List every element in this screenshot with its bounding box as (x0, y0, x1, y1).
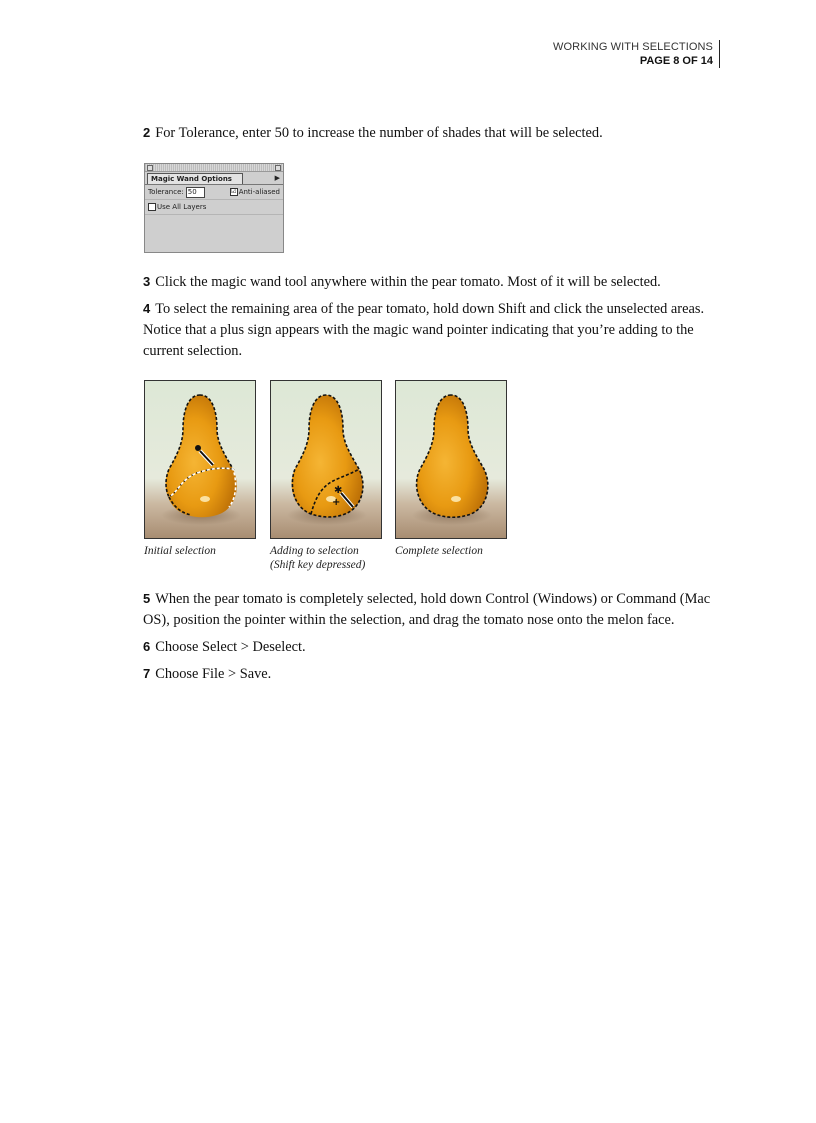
step-text: When the pear tomato is completely selected, hold down Control (Windows) or Command (Mac OS), position the pointer within the selection, and drag the tomato nose onto the melon face. (143, 591, 711, 628)
pear-tomato-image (145, 381, 255, 538)
anti-aliased-checkbox[interactable]: ☑ (230, 188, 237, 195)
figure-initial-selection (144, 380, 256, 539)
step-number: 2 (143, 125, 151, 140)
step-text: To select the remaining area of the pear tomato, hold down Shift and click the unselected areas. Notice that a plus sign appears with the magic wand pointer indicating that you’re adding to the current selection. (143, 301, 705, 359)
use-all-layers-label: Use All Layers (157, 203, 207, 211)
palette-title-bar[interactable] (145, 164, 283, 172)
step-6 (143, 636, 723, 658)
running-header (553, 40, 720, 68)
anti-aliased-option[interactable] (230, 185, 280, 199)
close-box-icon[interactable] (147, 165, 153, 171)
step-text: Choose File > Save. (155, 666, 272, 682)
step-2 (143, 122, 723, 144)
magic-wand-options-palette (144, 163, 284, 253)
anti-aliased-label: Anti-aliased (238, 188, 280, 196)
caption-adding-text: Adding to selection (270, 545, 359, 557)
caption-complete (395, 544, 483, 558)
pear-tomato-image (271, 381, 381, 538)
tolerance-label: Tolerance: (148, 188, 184, 196)
step-number: 3 (143, 274, 151, 289)
figure-complete-selection (395, 380, 507, 539)
collapse-box-icon[interactable] (275, 165, 281, 171)
step-text: Click the magic wand tool anywhere within the pear tomato. Most of it will be selected. (155, 274, 661, 290)
caption-adding (270, 544, 365, 572)
step-text: Choose Select > Deselect. (155, 639, 306, 655)
tolerance-row (145, 185, 283, 200)
palette-menu-arrow-icon[interactable]: ▶ (274, 174, 280, 182)
tab-magic-wand-options[interactable]: Magic Wand Options (147, 173, 243, 184)
step-number: 5 (143, 591, 151, 606)
palette-tab-row (145, 172, 283, 185)
step-number: 4 (143, 301, 151, 316)
svg-text:+: + (332, 497, 341, 508)
pear-tomato-image (396, 381, 506, 538)
step-7 (143, 663, 723, 685)
tolerance-input[interactable]: 50 (186, 187, 205, 198)
section-title: WORKING WITH SELECTIONS (553, 41, 713, 53)
use-all-layers-row[interactable] (145, 200, 283, 215)
caption-initial (144, 544, 216, 558)
step-text: For Tolerance, enter 50 to increase the number of shades that will be selected. (155, 125, 603, 141)
svg-text:✱: ✱ (334, 485, 343, 496)
use-all-layers-checkbox[interactable] (148, 203, 156, 211)
page-number: PAGE 8 OF 14 (639, 55, 713, 67)
step-number: 7 (143, 666, 151, 681)
step-4 (143, 298, 723, 362)
palette-empty-area (145, 215, 283, 247)
caption-initial-text: Initial selection (144, 545, 216, 557)
caption-complete-text: Complete selection (395, 545, 483, 557)
step-number: 6 (143, 639, 151, 654)
figure-adding-to-selection (270, 380, 382, 539)
step-5 (143, 588, 723, 631)
caption-adding-subtext: (Shift key depressed) (270, 559, 366, 571)
step-3 (143, 271, 723, 293)
